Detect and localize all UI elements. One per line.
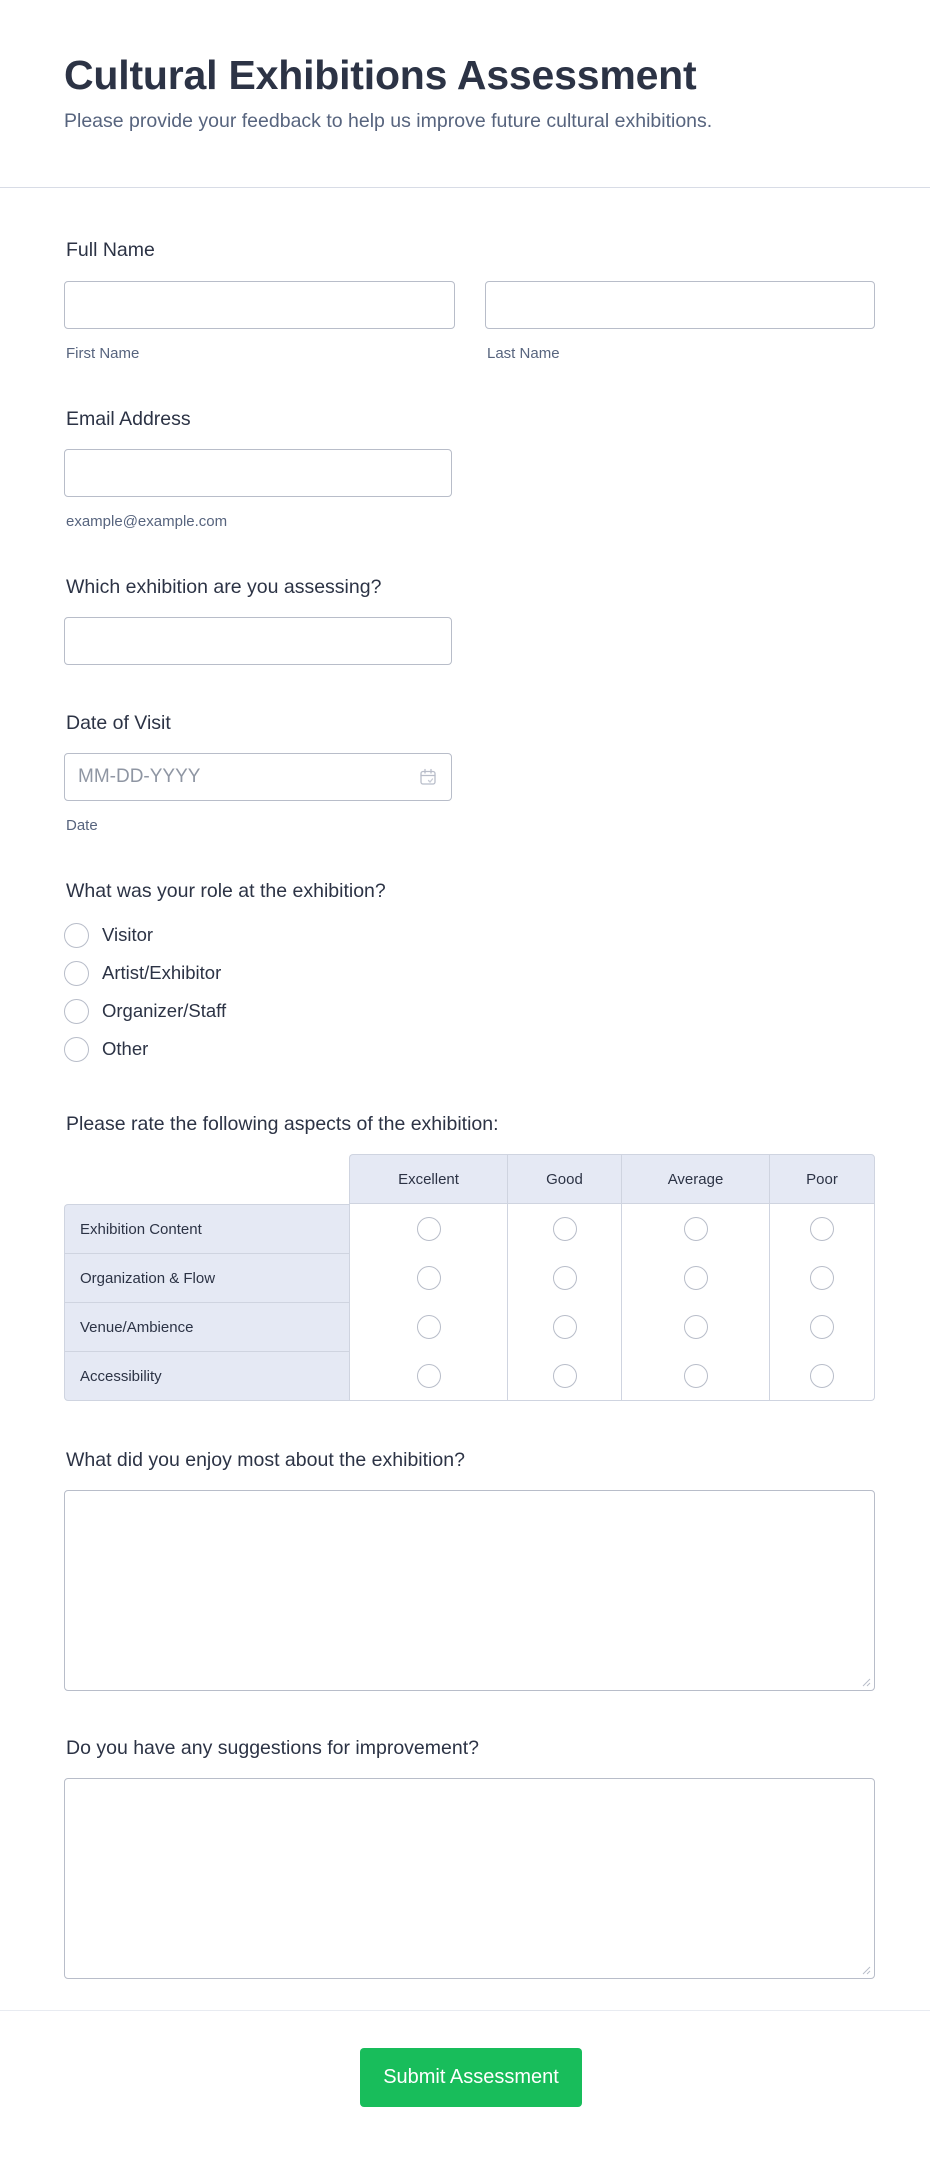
email-field[interactable] xyxy=(64,449,452,497)
radio-button[interactable] xyxy=(810,1217,834,1241)
enjoy-label: What did you enjoy most about the exhibition? xyxy=(66,1449,465,1471)
matrix-cell[interactable] xyxy=(507,1351,621,1401)
calendar-check-icon[interactable] xyxy=(419,768,437,786)
page-title: Cultural Exhibitions Assessment xyxy=(64,52,697,98)
date-input[interactable] xyxy=(65,754,451,800)
footer-divider xyxy=(0,2010,930,2011)
rating-label: Please rate the following aspects of the exhibition: xyxy=(66,1113,499,1135)
matrix-header-good: Good xyxy=(507,1154,621,1204)
role-option-label: Other xyxy=(102,1038,149,1059)
role-option-label: Artist/Exhibitor xyxy=(102,962,222,983)
matrix-header-excellent: Excellent xyxy=(349,1154,507,1204)
radio-button[interactable] xyxy=(684,1315,708,1339)
email-label: Email Address xyxy=(66,408,191,430)
first-name-input[interactable] xyxy=(65,282,454,328)
radio-button[interactable] xyxy=(684,1217,708,1241)
matrix-cell[interactable] xyxy=(769,1351,875,1401)
first-name-field[interactable] xyxy=(64,281,455,329)
matrix-row-label: Exhibition Content xyxy=(64,1204,350,1254)
last-name-input[interactable] xyxy=(486,282,874,328)
matrix-cell[interactable] xyxy=(621,1351,769,1401)
exhibition-label: Which exhibition are you assessing? xyxy=(66,576,382,598)
role-option-other[interactable] xyxy=(64,1035,148,1063)
last-name-sublabel: Last Name xyxy=(487,345,560,362)
matrix-cell[interactable] xyxy=(349,1351,507,1401)
radio-button[interactable] xyxy=(417,1266,441,1290)
matrix-header-poor: Poor xyxy=(769,1154,875,1204)
matrix-cell[interactable] xyxy=(507,1302,621,1352)
enjoy-textarea[interactable] xyxy=(65,1491,874,1690)
role-option-visitor[interactable] xyxy=(64,921,153,949)
matrix-row-label: Venue/Ambience xyxy=(64,1302,350,1352)
matrix-cell[interactable] xyxy=(349,1204,507,1254)
matrix-header-average: Average xyxy=(621,1154,769,1204)
last-name-field[interactable] xyxy=(485,281,875,329)
resize-grip-icon[interactable] xyxy=(861,1965,871,1975)
radio-button[interactable] xyxy=(64,923,89,948)
role-option-label: Organizer/Staff xyxy=(102,1000,227,1021)
radio-button[interactable] xyxy=(810,1266,834,1290)
radio-button[interactable] xyxy=(684,1364,708,1388)
exhibition-input[interactable] xyxy=(65,618,451,664)
role-option-label: Visitor xyxy=(102,924,154,945)
matrix-cell[interactable] xyxy=(769,1253,875,1303)
matrix-cell[interactable] xyxy=(621,1302,769,1352)
matrix-row-label: Organization & Flow xyxy=(64,1253,350,1303)
matrix-cell[interactable] xyxy=(769,1204,875,1254)
matrix-cell[interactable] xyxy=(621,1204,769,1254)
radio-button[interactable] xyxy=(417,1315,441,1339)
first-name-sublabel: First Name xyxy=(66,345,140,362)
radio-button[interactable] xyxy=(417,1217,441,1241)
submit-button[interactable]: Submit Assessment xyxy=(360,2048,582,2107)
suggestions-label: Do you have any suggestions for improvement? xyxy=(66,1737,479,1759)
role-option-organizer[interactable] xyxy=(64,997,226,1025)
suggestions-textarea[interactable] xyxy=(65,1779,874,1978)
matrix-cell[interactable] xyxy=(349,1302,507,1352)
exhibition-field[interactable] xyxy=(64,617,452,665)
radio-button[interactable] xyxy=(810,1364,834,1388)
matrix-cell[interactable] xyxy=(621,1253,769,1303)
radio-button[interactable] xyxy=(810,1315,834,1339)
radio-button[interactable] xyxy=(553,1364,577,1388)
matrix-cell[interactable] xyxy=(507,1253,621,1303)
radio-button[interactable] xyxy=(64,999,89,1024)
role-option-artist[interactable] xyxy=(64,959,221,987)
date-sublabel: Date xyxy=(66,817,98,834)
enjoy-textarea-field[interactable] xyxy=(64,1490,875,1691)
radio-button[interactable] xyxy=(553,1266,577,1290)
date-label: Date of Visit xyxy=(66,712,171,734)
email-sublabel: example@example.com xyxy=(66,513,228,530)
radio-button[interactable] xyxy=(64,961,89,986)
matrix-row-label: Accessibility xyxy=(64,1351,350,1401)
radio-button[interactable] xyxy=(417,1364,441,1388)
radio-button[interactable] xyxy=(64,1037,89,1062)
matrix-cell[interactable] xyxy=(349,1253,507,1303)
matrix-cell[interactable] xyxy=(507,1204,621,1254)
role-label: What was your role at the exhibition? xyxy=(66,880,386,902)
date-field[interactable] xyxy=(64,753,452,801)
page-subtitle: Please provide your feedback to help us improve future cultural exhibitions. xyxy=(64,110,713,132)
resize-grip-icon[interactable] xyxy=(861,1677,871,1687)
suggestions-textarea-field[interactable] xyxy=(64,1778,875,1979)
full-name-label: Full Name xyxy=(66,239,155,261)
radio-button[interactable] xyxy=(553,1217,577,1241)
header-divider xyxy=(0,187,930,188)
radio-button[interactable] xyxy=(684,1266,708,1290)
radio-button[interactable] xyxy=(553,1315,577,1339)
matrix-cell[interactable] xyxy=(769,1302,875,1352)
email-input[interactable] xyxy=(65,450,451,496)
